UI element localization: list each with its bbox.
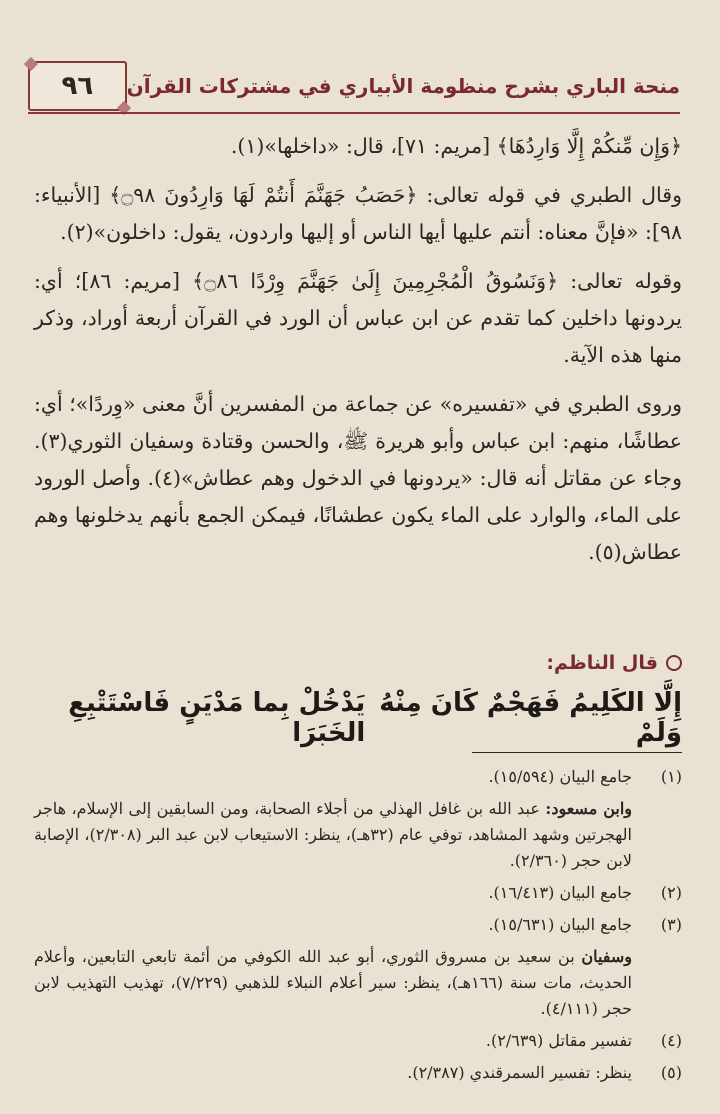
footnote-text: جامع البيان (١٥/٦٣١). bbox=[488, 915, 632, 934]
footnote-text: تفسير مقاتل (٢/٦٣٩). bbox=[485, 1031, 632, 1050]
footnote-text bbox=[34, 944, 632, 1022]
running-title: منحة الباري بشرح منظومة الأبياري في مشتركات القرآن bbox=[126, 74, 680, 98]
footnote-number: (٣) bbox=[660, 915, 682, 934]
footnotes bbox=[34, 764, 682, 1092]
footnote-text: جامع البيان (١٥/٥٩٤). bbox=[488, 767, 632, 786]
page-number: ٩٦ bbox=[61, 71, 94, 101]
footnote-body: عبد الله بن غافل الهذلي من أجلاء الصحابة، ومن السابقين إلى الإسلام، هاجر الهجرتين وشهد المشاهد، توفي عام (٣٢هـ)، ينظر: الاستيعاب لابن عبد البر (٢/٣٠٨)، الإصابة لابن حجر (٢/٣٦٠). bbox=[34, 799, 632, 870]
section-label bbox=[546, 652, 682, 674]
footnote-number: (٢) bbox=[660, 883, 682, 902]
footnote-bold-term: وابن مسعود: bbox=[545, 799, 633, 818]
frame-ornament-icon bbox=[24, 57, 38, 71]
footnote bbox=[34, 1060, 682, 1086]
verse-second-hemistich: يَدْخُلْ بِما مَدْيَنٍ فَاسْتَتْبِعِ الخَبَرَا bbox=[68, 688, 366, 748]
footnote-text: ينظر: تفسير السمرقندي (٢/٣٨٧). bbox=[407, 1063, 632, 1082]
footnote-bold-term: وسفيان bbox=[581, 947, 632, 966]
footnote bbox=[34, 1028, 682, 1054]
paragraph: وقوله تعالى: ﴿وَنَسُوقُ الْمُجْرِمِينَ إِلَىٰ جَهَنَّمَ وِرْدًا ۝٨٦﴾ [مريم: ٨٦]؛ أي: يردونها داخلين كما تقدم عن ابن عباس أن الورد في القرآن أربعة أوراد، وذكر منها هذه الآية. bbox=[34, 269, 682, 367]
bullet-ornament-icon bbox=[666, 655, 682, 671]
footnote-body: بن سعيد بن مسروق الثوري، أبو عبد الله الكوفي من أئمة تابعي التابعين، وأعلام الحديث، مات سنة (١٦٦هـ)، ينظر: سير أعلام النبلاء للذهبي (٧/٢٢٩)، تهذيب التهذيب لابن حجر (٤/١١١). bbox=[34, 947, 632, 1018]
footnote-number: (٥) bbox=[660, 1063, 682, 1082]
footnote-number: (٤) bbox=[660, 1031, 682, 1050]
paragraph: ﴿وَإِن مِّنكُمْ إِلَّا وَارِدُهَا﴾ [مريم: ٧١]، قال: «داخلها»(١). bbox=[230, 134, 682, 158]
paragraph: وقال الطبري في قوله تعالى: ﴿حَصَبُ جَهَنَّمَ أَنتُمْ لَهَا وَارِدُونَ ۝٩٨﴾ [الأنبياء: ٩٨]: «فإنَّ معناه: أنتم عليها أيها الناس أو إليها واردون، يقول: داخلون»(٢). bbox=[34, 183, 682, 244]
footnote-number bbox=[642, 796, 682, 874]
header-divider bbox=[28, 112, 680, 114]
footnote-text: جامع البيان (١٦/٤١٣). bbox=[488, 883, 632, 902]
footnote bbox=[34, 944, 682, 1022]
main-text bbox=[34, 128, 682, 583]
footnote-divider bbox=[472, 752, 682, 753]
section-label-text: قال الناظم: bbox=[546, 652, 658, 674]
footnote-number: (١) bbox=[660, 767, 682, 786]
page-number-frame bbox=[28, 61, 127, 111]
paragraph: وروى الطبري في «تفسيره» عن جماعة من المفسرين أنَّ معنى «وِردًا»؛ أي: عطاشًا، منهم: ابن عباس وأبو هريرة ﷺ، والحسن وقتادة وسفيان الثوري(٣). وجاء عن مقاتل أنه قال: «يردونها في الدخول وهم عطاش»(٤). وأصل الورود على الماء، والوارد على الماء يكون عطشانًا، فيمكن الجمع بأنهم يدخلونها وهم عطاش(٥). bbox=[34, 392, 682, 564]
footnote-text bbox=[34, 796, 632, 874]
poem-verse bbox=[30, 688, 682, 748]
footnote bbox=[34, 880, 682, 906]
footnote bbox=[34, 796, 682, 874]
footnote-number bbox=[642, 944, 682, 1022]
footnote bbox=[34, 912, 682, 938]
page-header bbox=[28, 60, 680, 112]
footnote bbox=[34, 764, 682, 790]
verse-first-hemistich: إِلَّا الكَلِيمُ فَهَجْمٌ كَانَ مِنْهُ وَلَمْ bbox=[379, 688, 682, 748]
